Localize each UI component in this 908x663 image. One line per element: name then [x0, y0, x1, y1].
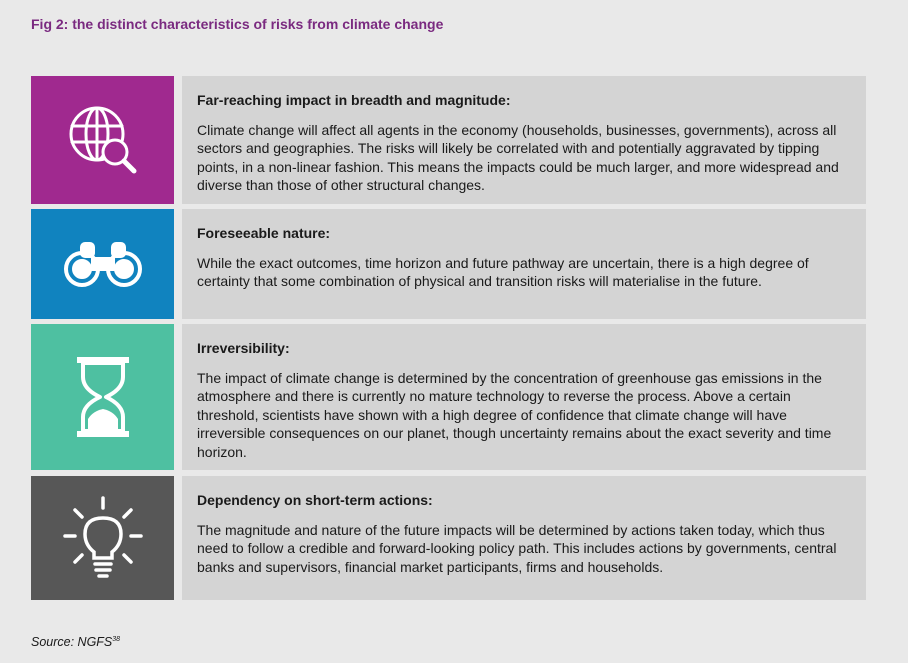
globe-search-icon	[67, 104, 139, 176]
characteristic-row-irreversibility	[31, 324, 866, 470]
characteristic-row-short-term-actions	[31, 476, 866, 600]
lightbulb-icon	[63, 496, 143, 580]
text-panel	[182, 476, 866, 600]
characteristic-row-foreseeable	[31, 209, 866, 319]
row-heading: Irreversibility:	[197, 340, 290, 356]
row-body: The magnitude and nature of the future impacts will be determined by actions taken today, which thus need to follow a credible and forward-looking policy path. This includes actions by governments, central banks and supervisors, financial market participants, firms and households.	[197, 522, 837, 575]
row-body: Climate change will affect all agents in the economy (households, businesses, governments), across all sectors and geographies. The risks will likely be correlated with and potentially aggravated by tipping points, in a non-linear fashion. This means the impacts could be much larger, and more widespread and diverse than those of other structural changes.	[197, 122, 839, 194]
row-heading: Foreseeable nature:	[197, 225, 331, 241]
text-panel	[182, 324, 866, 470]
row-heading: Dependency on short-term actions:	[197, 492, 433, 508]
icon-panel	[31, 476, 174, 600]
text-panel	[182, 209, 866, 319]
characteristic-row-breadth	[31, 76, 866, 204]
row-body: While the exact outcomes, time horizon and future pathway are uncertain, there is a high degree of certainty that some combination of physical and transition risks will materialise in the future.	[197, 255, 809, 290]
icon-panel	[31, 76, 174, 204]
source-note	[31, 635, 120, 649]
binoculars-icon	[62, 241, 144, 287]
icon-panel	[31, 324, 174, 470]
source-label: Source: NGFS	[31, 635, 113, 649]
row-heading: Far-reaching impact in breadth and magnitude:	[197, 92, 511, 108]
footnote-marker: 38	[112, 635, 121, 643]
text-panel	[182, 76, 866, 204]
icon-panel	[31, 209, 174, 319]
figure-title: Fig 2: the distinct characteristics of risks from climate change	[31, 16, 444, 32]
row-body: The impact of climate change is determined by the concentration of greenhouse gas emissions in the atmosphere and there is currently no mature technology to reverse the process. Above a certain threshold, scientists have shown with a high degree of confidence that climate change will have irreversible consequences on our planet, though uncertainty remains about the exact severity and time horizon.	[197, 370, 832, 460]
hourglass-icon	[75, 357, 131, 437]
